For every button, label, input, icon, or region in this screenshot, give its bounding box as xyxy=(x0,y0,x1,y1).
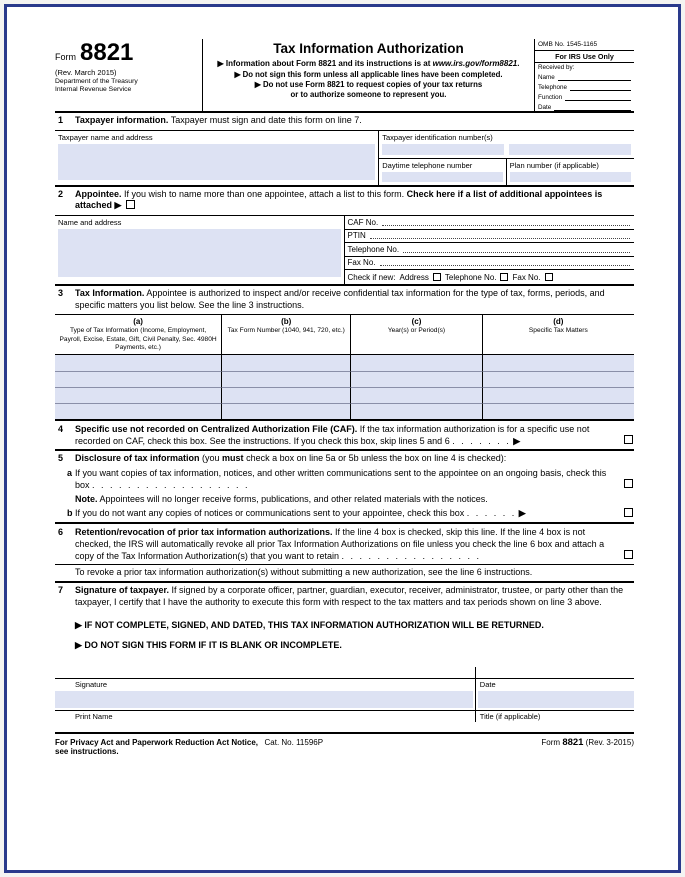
line-5-body-pre: (you xyxy=(199,453,223,464)
tax-info-cell[interactable] xyxy=(55,371,221,387)
line-2-text xyxy=(75,189,634,212)
taxpayer-name-address-cell xyxy=(55,131,379,185)
ptin-label: PTIN xyxy=(347,231,366,241)
line-4-caf-checkbox[interactable] xyxy=(624,435,633,444)
daytime-phone-cell xyxy=(379,159,506,185)
line-6-revoke-text: To revoke a prior tax information authorization(s) without submitting a new authorization, see the line 6 instructions. xyxy=(55,564,634,581)
line-4-arrow: ▶ xyxy=(510,436,521,447)
signature-warning-2: ▶ DO NOT SIGN THIS FORM IF IT IS BLANK OR INCOMPLETE. xyxy=(75,640,342,651)
tax-info-cell[interactable] xyxy=(221,371,350,387)
info-line xyxy=(209,59,528,68)
section-6-retention xyxy=(55,524,634,583)
info-post: . xyxy=(517,59,520,68)
tax-table-row xyxy=(55,387,634,403)
new-telephone-checkbox[interactable] xyxy=(500,273,508,281)
irs-use-date-field xyxy=(535,101,634,111)
new-address-checkbox[interactable] xyxy=(433,273,441,281)
fax-no-row xyxy=(345,257,635,271)
line-1-number: 1 xyxy=(58,115,64,125)
title-block xyxy=(203,39,534,111)
date-label: Date xyxy=(475,679,634,690)
tax-info-cell[interactable] xyxy=(221,355,350,371)
line-2-body: If you wish to name more than one appointee, attach a list to this form. xyxy=(121,188,407,199)
tax-info-cell[interactable] xyxy=(221,387,350,403)
tax-info-cell[interactable] xyxy=(350,403,481,419)
col-b-letter: (b) xyxy=(281,317,292,327)
irs-use-name-label: Name xyxy=(538,74,555,81)
line-6-number: 6 xyxy=(58,526,64,537)
form-number-block xyxy=(55,39,203,111)
line-3-number: 3 xyxy=(58,288,64,299)
line-5a-text xyxy=(75,467,618,491)
tax-table-row xyxy=(55,403,634,419)
revision-date: (Rev. March 2015) xyxy=(55,68,117,77)
tax-info-cell[interactable] xyxy=(350,387,481,403)
irs-use-telephone-label: Telephone xyxy=(538,84,568,91)
col-a-letter: (a) xyxy=(133,317,143,327)
tax-info-cell[interactable] xyxy=(482,355,634,371)
line-6-dot-leader: . . . . . . . . . . . . . . . . xyxy=(341,550,481,561)
tax-info-cell[interactable] xyxy=(482,403,634,419)
line-5a-body: If you want copies of tax information, notices, and other written communications sent to the appointee on an ongoing basis, check this box xyxy=(75,468,607,491)
tax-info-cell[interactable] xyxy=(55,387,221,403)
tax-info-cell[interactable] xyxy=(55,403,221,419)
irs-use-telephone-line[interactable] xyxy=(570,83,631,91)
info-pre: ▶ Information about Form 8821 and its instructions is at xyxy=(217,59,433,68)
irs-use-function-field xyxy=(535,91,634,101)
line-5-note-text: Appointees will no longer receive forms, publications, and other related materials with the notices. xyxy=(97,494,488,505)
line-3-heading: Tax Information. xyxy=(75,288,145,299)
section-1-taxpayer xyxy=(55,113,634,187)
daytime-phone-label: Daytime telephone number xyxy=(382,160,473,170)
signature-date-divider xyxy=(475,667,634,678)
taxpayer-name-address-label: Taxpayer name and address xyxy=(58,132,153,142)
omb-number: OMB No. 1545-1165 xyxy=(535,39,634,51)
taxpayer-tin-label: Taxpayer identification number(s) xyxy=(382,132,493,142)
caf-no-field[interactable] xyxy=(382,218,630,226)
line-6-body: If the line 4 box is checked, skip this line. If the line 4 box is not checked, the IRS will automatically revoke all prior Tax Information Authorizations on file unless you check the line 6 box and attach a copy of the Tax Information Authorization(s) that you want to retain xyxy=(75,526,605,561)
irs-use-name-line[interactable] xyxy=(558,73,631,81)
section-2-appointee xyxy=(55,187,634,286)
line-5b-arrow: ▶ xyxy=(516,508,526,519)
line-5-text xyxy=(75,453,634,465)
caf-no-row xyxy=(345,216,635,230)
line-2-heading: Appointee. xyxy=(75,188,122,199)
ptin-field[interactable] xyxy=(370,231,630,239)
taxpayer-tin-input-1[interactable] xyxy=(382,144,504,155)
tax-information-table xyxy=(55,314,634,419)
line-5b-body: If you do not want any copies of notices or communications sent to your appointee, check this box xyxy=(75,508,467,519)
plan-number-input[interactable] xyxy=(510,172,631,182)
appointee-name-address-input[interactable] xyxy=(58,229,341,277)
catalog-number: Cat. No. 11596P xyxy=(264,738,324,748)
tax-table-header-a xyxy=(55,315,221,354)
irs-use-block xyxy=(534,39,634,111)
signature-label: Signature xyxy=(75,680,108,690)
section-5-disclosure xyxy=(55,451,634,523)
tax-table-row xyxy=(55,371,634,387)
daytime-phone-input[interactable] xyxy=(382,172,502,182)
line-7-heading: Signature of taxpayer. xyxy=(75,584,170,595)
irs-use-name-field xyxy=(535,71,634,81)
line-1-body: Taxpayer must sign and date this form on line 7. xyxy=(168,115,362,125)
line-4-heading: Specific use not recorded on Centralized Authorization File (CAF). xyxy=(75,424,358,435)
signature-block xyxy=(55,667,634,732)
tax-table-row xyxy=(55,355,634,371)
line-4-body: If the tax information authorization is for a specific use not recorded on CAF, check this box. See the instructions. If you check this box, skip lines 5 and 6 xyxy=(75,424,590,447)
received-by-label: Received by: xyxy=(538,64,575,71)
col-d-label: Specific Tax Matters xyxy=(528,327,588,335)
tax-info-cell[interactable] xyxy=(350,371,481,387)
tax-info-cell[interactable] xyxy=(55,355,221,371)
title-label: Title (if applicable) xyxy=(475,711,634,722)
appointee-name-address-label: Name and address xyxy=(58,218,122,228)
telephone-no-row xyxy=(345,243,635,257)
irs-use-function-line[interactable] xyxy=(565,93,631,101)
appointee-name-address-cell xyxy=(55,216,345,284)
irs-use-only-title: For IRS Use Only xyxy=(535,51,634,63)
check-if-new-label: Check if new: xyxy=(347,272,396,282)
signature-warning-1: ▶ IF NOT COMPLETE, SIGNED, AND DATED, THIS TAX INFORMATION AUTHORIZATION WILL BE RETURNED. xyxy=(75,620,544,631)
taxpayer-tin-input-2[interactable] xyxy=(509,144,631,155)
section-4-specific-use xyxy=(55,421,634,451)
header-bullet-2: ▶ Do not use Form 8821 to request copies of your tax returns xyxy=(254,80,483,90)
new-fax-label: Fax No. xyxy=(512,272,541,282)
line-5b-checkbox[interactable] xyxy=(624,508,633,517)
line-4-number: 4 xyxy=(58,424,64,435)
tax-info-cell[interactable] xyxy=(221,403,350,419)
line-5b-dot-leader: . . . . . . xyxy=(466,508,517,519)
col-a-label: Type of Tax Information (Income, Employment, Payroll, Excise, Estate, Gift, Civil Penalty, Sec. 4980H Payments, etc.) xyxy=(59,327,217,351)
check-if-new-row xyxy=(345,270,635,284)
line-5-note xyxy=(75,493,634,507)
header-bullet-3: or to authorize someone to represent you. xyxy=(290,90,447,100)
line-2-check-text: Check here if a list of additional appointees is attached ▶ xyxy=(75,188,603,211)
line-5b-letter: b xyxy=(67,508,73,519)
plan-number-cell xyxy=(507,159,634,185)
tax-info-cell[interactable] xyxy=(350,355,481,371)
section-7-signature xyxy=(55,583,634,734)
form-title: Tax Information Authorization xyxy=(273,41,464,56)
footer-form-number: 8821 xyxy=(562,737,584,749)
tax-info-cell[interactable] xyxy=(482,371,634,387)
line-2-number: 2 xyxy=(58,188,64,199)
col-d-letter: (d) xyxy=(553,317,564,327)
form-word: Form xyxy=(55,52,76,62)
irs-use-date-label: Date xyxy=(538,104,552,111)
header-bullet-1: ▶ Do not sign this form unless all applicable lines have been completed. xyxy=(234,70,503,79)
col-c-label: Year(s) or Period(s) xyxy=(387,327,446,335)
taxpayer-tin-cell xyxy=(379,131,634,159)
form-footer xyxy=(55,734,634,756)
line-5-body-post: check a box on line 5a or 5b unless the box on line 4 is checked): xyxy=(243,453,507,464)
footer-form-id xyxy=(425,737,635,748)
col-b-label: Tax Form Number (1040, 941, 720, etc.) xyxy=(227,327,345,335)
footer-form-word: Form xyxy=(541,738,563,748)
irs-url: www.irs.gov/form8821 xyxy=(432,59,518,68)
line-3-body: Appointee is authorized to inspect and/or receive confidential tax information for the type of tax, forms, periods, and specific matters you list below. See the line 3 instructions. xyxy=(75,288,605,310)
line-5-must: must xyxy=(222,453,244,464)
fax-no-field[interactable] xyxy=(380,258,630,266)
fax-no-label: Fax No. xyxy=(347,258,376,268)
irs-use-function-label: Function xyxy=(538,94,563,101)
taxpayer-name-address-input[interactable] xyxy=(58,144,375,180)
tax-table-header-c xyxy=(350,315,481,354)
line-7-body: If signed by a corporate officer, partner, guardian, executor, receiver, administrator, trustee, or party other than the taxpayer, I certify that I have the authority to execute this form with respect to the tax matters and tax periods shown on line 3 above. xyxy=(75,584,624,607)
form-page xyxy=(4,4,681,873)
line-5a-checkbox[interactable] xyxy=(624,479,633,488)
section-3-tax-information xyxy=(55,286,634,421)
line-6-retain-checkbox[interactable] xyxy=(624,550,633,559)
form-header xyxy=(55,39,634,113)
additional-appointees-checkbox[interactable] xyxy=(126,200,135,209)
tax-table-header-b xyxy=(221,315,350,354)
col-c-letter: (c) xyxy=(411,317,422,327)
telephone-no-label: Telephone No. xyxy=(347,244,400,254)
footer-revision: (Rev. 3-2015) xyxy=(583,738,634,748)
new-telephone-label: Telephone No. xyxy=(444,272,497,282)
line-3-text xyxy=(75,288,634,311)
telephone-no-field[interactable] xyxy=(403,245,630,253)
line-5a-letter: a xyxy=(67,468,73,479)
line-5b-text xyxy=(75,507,618,519)
tax-info-cell[interactable] xyxy=(482,387,634,403)
new-fax-checkbox[interactable] xyxy=(545,273,553,281)
tax-table-header-d xyxy=(482,315,634,354)
line-1-text xyxy=(75,115,634,127)
department-line-1: Department of the Treasury xyxy=(55,78,138,85)
line-5a-dot-leader: . . . . . . . . . . . . . . . . . . xyxy=(92,480,250,491)
privacy-act-notice: For Privacy Act and Paperwork Reduction Act Notice, see instructions. xyxy=(55,738,259,757)
caf-no-label: CAF No. xyxy=(347,217,379,227)
form-content xyxy=(55,39,634,756)
line-6-heading: Retention/revocation of prior tax information authorizations. xyxy=(75,526,333,537)
irs-use-date-line[interactable] xyxy=(554,103,631,111)
tax-table-header xyxy=(55,315,634,355)
print-name-label: Print Name xyxy=(75,712,113,722)
irs-use-telephone-field xyxy=(535,81,634,91)
line-7-number: 7 xyxy=(58,584,64,595)
form-number: 8821 xyxy=(80,39,134,66)
new-address-label: Address xyxy=(399,272,429,282)
line-5-number: 5 xyxy=(58,453,64,464)
ptin-row xyxy=(345,230,635,244)
department-line-2: Internal Revenue Service xyxy=(55,86,132,93)
date-input[interactable] xyxy=(478,691,634,708)
line-5-heading: Disclosure of tax information xyxy=(75,453,200,464)
line-5-note-label: Note. xyxy=(75,494,98,505)
plan-number-label: Plan number (if applicable) xyxy=(509,160,599,170)
line-4-dot-leader: . . . . . . . xyxy=(452,436,511,447)
line-4-text xyxy=(75,423,618,447)
line-6-text xyxy=(75,526,618,562)
line-7-text xyxy=(75,585,634,608)
signature-input[interactable] xyxy=(55,691,473,708)
line-1-heading: Taxpayer information. xyxy=(75,115,169,125)
